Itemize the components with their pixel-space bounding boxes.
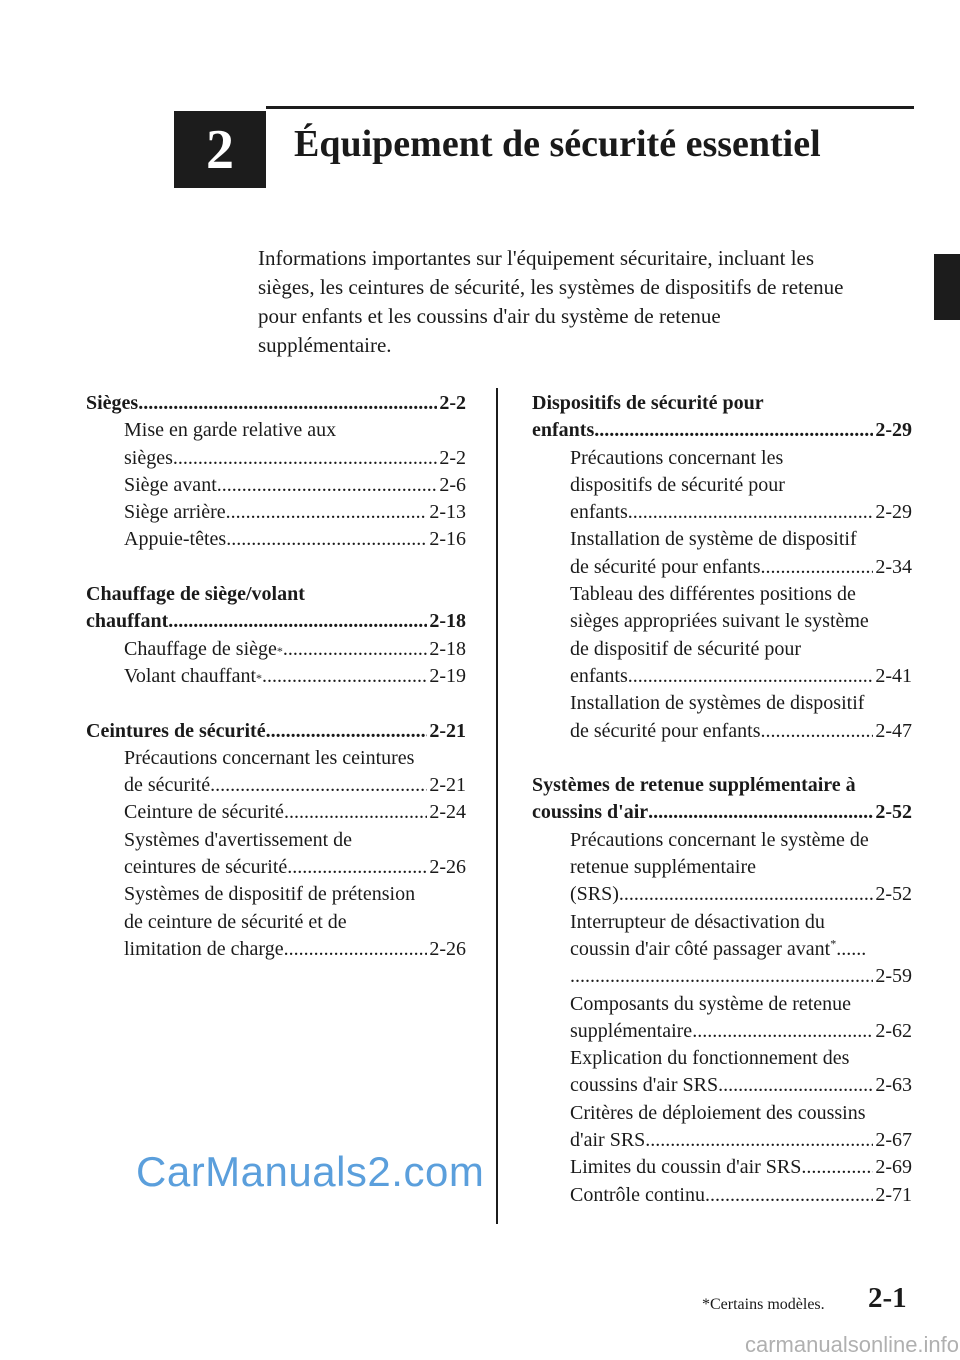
dot-leader (619, 881, 873, 908)
toc-item[interactable] (532, 1154, 912, 1181)
toc-item[interactable] (532, 827, 912, 909)
dot-leader (138, 390, 437, 417)
toc-item-entry (570, 663, 912, 690)
toc-item-line: Précautions concernant les ceintures (124, 746, 415, 769)
chapter-title: Équipement de sécurité essentiel (294, 123, 821, 165)
toc-section-title-line: Chauffage de siège/volant (86, 583, 305, 606)
toc-section-title[interactable] (86, 581, 466, 636)
dot-leader (760, 718, 873, 745)
toc-section-title[interactable] (532, 390, 912, 445)
chapter-title-rule (266, 106, 914, 109)
toc-section-title[interactable] (86, 390, 466, 417)
toc-item-text: supplémentaire (570, 1019, 693, 1042)
toc-section-entry (86, 390, 466, 417)
dot-leader (283, 636, 427, 663)
toc-page-ref: 2-34 (875, 555, 912, 578)
toc-page-ref: 2-2 (439, 446, 466, 469)
toc-section-entry (532, 417, 912, 444)
toc-section-title-text: Ceintures de sécurité (86, 719, 266, 742)
toc-item[interactable] (86, 799, 466, 826)
toc-section (532, 390, 912, 745)
toc-section-title[interactable] (86, 718, 466, 745)
toc-page-ref: 2-69 (875, 1156, 912, 1179)
toc-item-line: Systèmes d'avertissement de (124, 828, 352, 851)
toc-page-ref: 2-21 (429, 719, 466, 742)
toc-section (86, 718, 466, 964)
dot-leader (226, 526, 427, 553)
toc-page-ref: 2-16 (429, 528, 466, 551)
toc-page-ref: 2-2 (439, 392, 466, 414)
toc-item-text: Volant chauffant (124, 664, 257, 687)
toc-item-line: Installation de système de dispositif (570, 528, 857, 551)
toc-item-line: retenue supplémentaire (570, 856, 757, 879)
toc-item-text: Ceinture de sécurité (124, 801, 284, 824)
toc-item-text: de sécurité pour enfants (570, 555, 761, 578)
chapter-intro (258, 244, 918, 360)
dot-leader (801, 1154, 873, 1181)
footnote-marker: * (830, 936, 837, 951)
chapter-number: 2 (206, 118, 234, 181)
dot-leader (570, 963, 873, 990)
toc-item[interactable] (86, 417, 466, 472)
column-divider (496, 388, 498, 1224)
toc-item-entry (570, 499, 912, 526)
toc-section-title[interactable] (532, 772, 912, 827)
toc-item-line: Précautions concernant le système de (570, 828, 869, 851)
toc-item-entry (570, 1018, 912, 1045)
toc-item-entry (570, 554, 912, 581)
toc-item-entry (570, 881, 912, 908)
toc-item-line: coussin d'air côté passager avant*...... (570, 936, 867, 960)
toc-item-text: d'air SRS (570, 1129, 646, 1152)
page-number: 2-1 (868, 1282, 907, 1314)
toc-item[interactable] (532, 909, 912, 991)
toc-item-line: Interrupteur de désactivation du (570, 910, 825, 933)
toc-item-text: limitation de charge (124, 937, 284, 960)
toc-item[interactable] (532, 1100, 912, 1155)
toc-item[interactable] (532, 526, 912, 581)
toc-section-title-text: coussins d'air (532, 801, 649, 824)
dot-leader (226, 499, 428, 526)
toc-item-line: Explication du fonctionnement des (570, 1047, 850, 1070)
intro-line: supplémentaire. (258, 333, 392, 357)
toc-item-line: Précautions concernant les (570, 446, 784, 469)
toc-page-ref: 2-13 (429, 501, 466, 524)
toc-item-entry (570, 1182, 912, 1209)
toc-item[interactable] (532, 581, 912, 690)
toc-page-ref: 2-18 (429, 637, 466, 660)
toc-page-ref: 2-52 (875, 883, 912, 906)
toc-item[interactable] (86, 526, 466, 553)
toc-item-text: (SRS) (570, 883, 619, 906)
toc-page-ref: 2-52 (875, 801, 912, 824)
toc-section-entry (86, 608, 466, 635)
toc-item-line: de dispositif de sécurité pour (570, 637, 802, 660)
dot-leader (705, 1182, 873, 1209)
toc-page-ref: 2-6 (439, 473, 466, 496)
toc-section-title-line: Dispositifs de sécurité pour (532, 392, 764, 414)
toc-item-text: Chauffage de siège (124, 637, 277, 660)
toc-page-ref: 2-62 (875, 1019, 912, 1042)
toc-item-text: enfants (570, 501, 628, 524)
toc-page-ref: 2-59 (875, 965, 912, 988)
toc-item-line: Installation de systèmes de dispositif (570, 692, 865, 715)
toc-item-entry (570, 1154, 912, 1181)
toc-item-line: Critères de déploiement des coussins (570, 1101, 866, 1124)
toc-item-line: Mise en garde relative aux (124, 419, 337, 442)
toc-item-text: Limites du coussin d'air SRS (570, 1156, 802, 1179)
dot-leader (594, 417, 873, 444)
toc-section-entry (532, 799, 912, 826)
toc-page-ref: 2-26 (429, 856, 466, 879)
toc-item[interactable] (532, 1182, 912, 1209)
toc-item-entry (124, 799, 466, 826)
dot-leader (760, 554, 873, 581)
toc-item[interactable] (86, 663, 466, 690)
toc-item[interactable] (532, 991, 912, 1046)
intro-line: pour enfants et les coussins d'air du système de retenue (258, 304, 721, 328)
toc-item-entry (124, 854, 466, 881)
dot-leader (262, 663, 427, 690)
dot-leader (210, 772, 427, 799)
dot-leader (645, 1127, 873, 1154)
dot-leader (628, 499, 874, 526)
dot-leader (168, 608, 427, 635)
toc-page-ref: 2-29 (875, 501, 912, 524)
toc-item-entry (570, 1127, 912, 1154)
toc-item-text: enfants (570, 664, 628, 687)
toc-page-ref: 2-41 (875, 664, 912, 687)
toc-item-entry (124, 772, 466, 799)
toc-item-line: de ceinture de sécurité et de (124, 910, 347, 933)
toc-item[interactable] (86, 827, 466, 882)
dot-leader (217, 472, 438, 499)
toc-item[interactable] (86, 472, 466, 499)
dot-leader (284, 936, 428, 963)
intro-line: Informations importantes sur l'équipement sécuritaire, incluant les (258, 246, 815, 270)
toc-page-ref: 2-24 (429, 801, 466, 824)
toc-page-ref: 2-19 (429, 664, 466, 687)
toc-page-ref: 2-21 (429, 774, 466, 797)
toc-item[interactable] (532, 445, 912, 527)
toc-section (86, 390, 466, 554)
dot-leader (284, 799, 427, 826)
toc-section-title-text: enfants (532, 419, 595, 442)
toc-item-line: Composants du système de retenue (570, 992, 852, 1015)
dot-leader (718, 1072, 873, 1099)
toc-section-entry (86, 718, 466, 745)
toc-page-ref: 2-63 (875, 1074, 912, 1097)
chapter-thumb-tab (934, 254, 960, 320)
toc-item-text: Contrôle continu (570, 1183, 705, 1206)
dot-leader (628, 663, 874, 690)
toc-section-title-text: Sièges (86, 392, 139, 414)
footnote: *Certains modèles. (702, 1296, 825, 1313)
toc-item[interactable] (86, 636, 466, 663)
toc-item-text: de sécurité (124, 774, 211, 797)
toc-section-title-text: chauffant (86, 610, 169, 633)
toc-item[interactable] (86, 499, 466, 526)
toc-item-entry (124, 499, 466, 526)
toc-right-column (532, 390, 912, 1236)
toc-item-entry (570, 718, 912, 745)
site-watermark: carmanualsonline.info (745, 1332, 960, 1357)
toc-page-ref: 2-47 (875, 719, 912, 742)
toc-item-entry (570, 963, 912, 990)
toc-page-ref: 2-29 (875, 419, 912, 442)
toc-item-text: Siège avant (124, 473, 217, 496)
intro-line: sièges, les ceintures de sécurité, les systèmes de dispositifs de retenue (258, 275, 844, 299)
toc-item-entry (124, 472, 466, 499)
toc-page-ref: 2-71 (875, 1183, 912, 1206)
dot-leader (648, 799, 873, 826)
toc-item-entry (124, 445, 466, 472)
chapter-number-box (174, 111, 266, 188)
toc-item-line: Systèmes de dispositif de prétension (124, 883, 416, 906)
toc-item[interactable] (86, 745, 466, 800)
watermark-logo: CarManuals2.com (136, 1148, 485, 1195)
toc-page-ref: 2-18 (429, 610, 466, 633)
toc-item-text: sièges (124, 446, 173, 469)
toc-item-entry (124, 526, 466, 553)
toc-item-entry (124, 936, 466, 963)
toc-item-entry: Volant chauffant * ..... 2-19 (124, 663, 466, 690)
dot-leader (287, 854, 427, 881)
toc-section-title-line: Systèmes de retenue supplémentaire à (532, 774, 856, 797)
dot-leader (692, 1018, 873, 1045)
toc-left-column (86, 390, 466, 991)
toc-item[interactable] (532, 1045, 912, 1100)
toc-item-text: de sécurité pour enfants (570, 719, 761, 742)
toc-item[interactable] (532, 690, 912, 745)
toc-item-text: Appuie-têtes (124, 528, 227, 551)
toc-page-ref: 2-26 (429, 937, 466, 960)
toc-item-entry (570, 1072, 912, 1099)
toc-item-text: coussins d'air SRS (570, 1074, 719, 1097)
dot-leader (173, 445, 437, 472)
toc-item-line: Tableau des différentes positions de (570, 583, 856, 606)
toc-item-line: dispositifs de sécurité pour (570, 473, 785, 496)
toc-item-line: sièges appropriées suivant le système (570, 610, 869, 633)
toc-item-text: ceintures de sécurité (124, 856, 288, 879)
toc-section (86, 581, 466, 690)
toc-page-ref: 2-67 (875, 1129, 912, 1152)
toc-section (532, 772, 912, 1209)
dot-leader (266, 718, 428, 745)
toc-item[interactable] (86, 881, 466, 963)
toc-item-text: Siège arrière (124, 501, 226, 524)
toc-item-entry: Chauffage de siège * ..... 2-18 (124, 636, 466, 663)
